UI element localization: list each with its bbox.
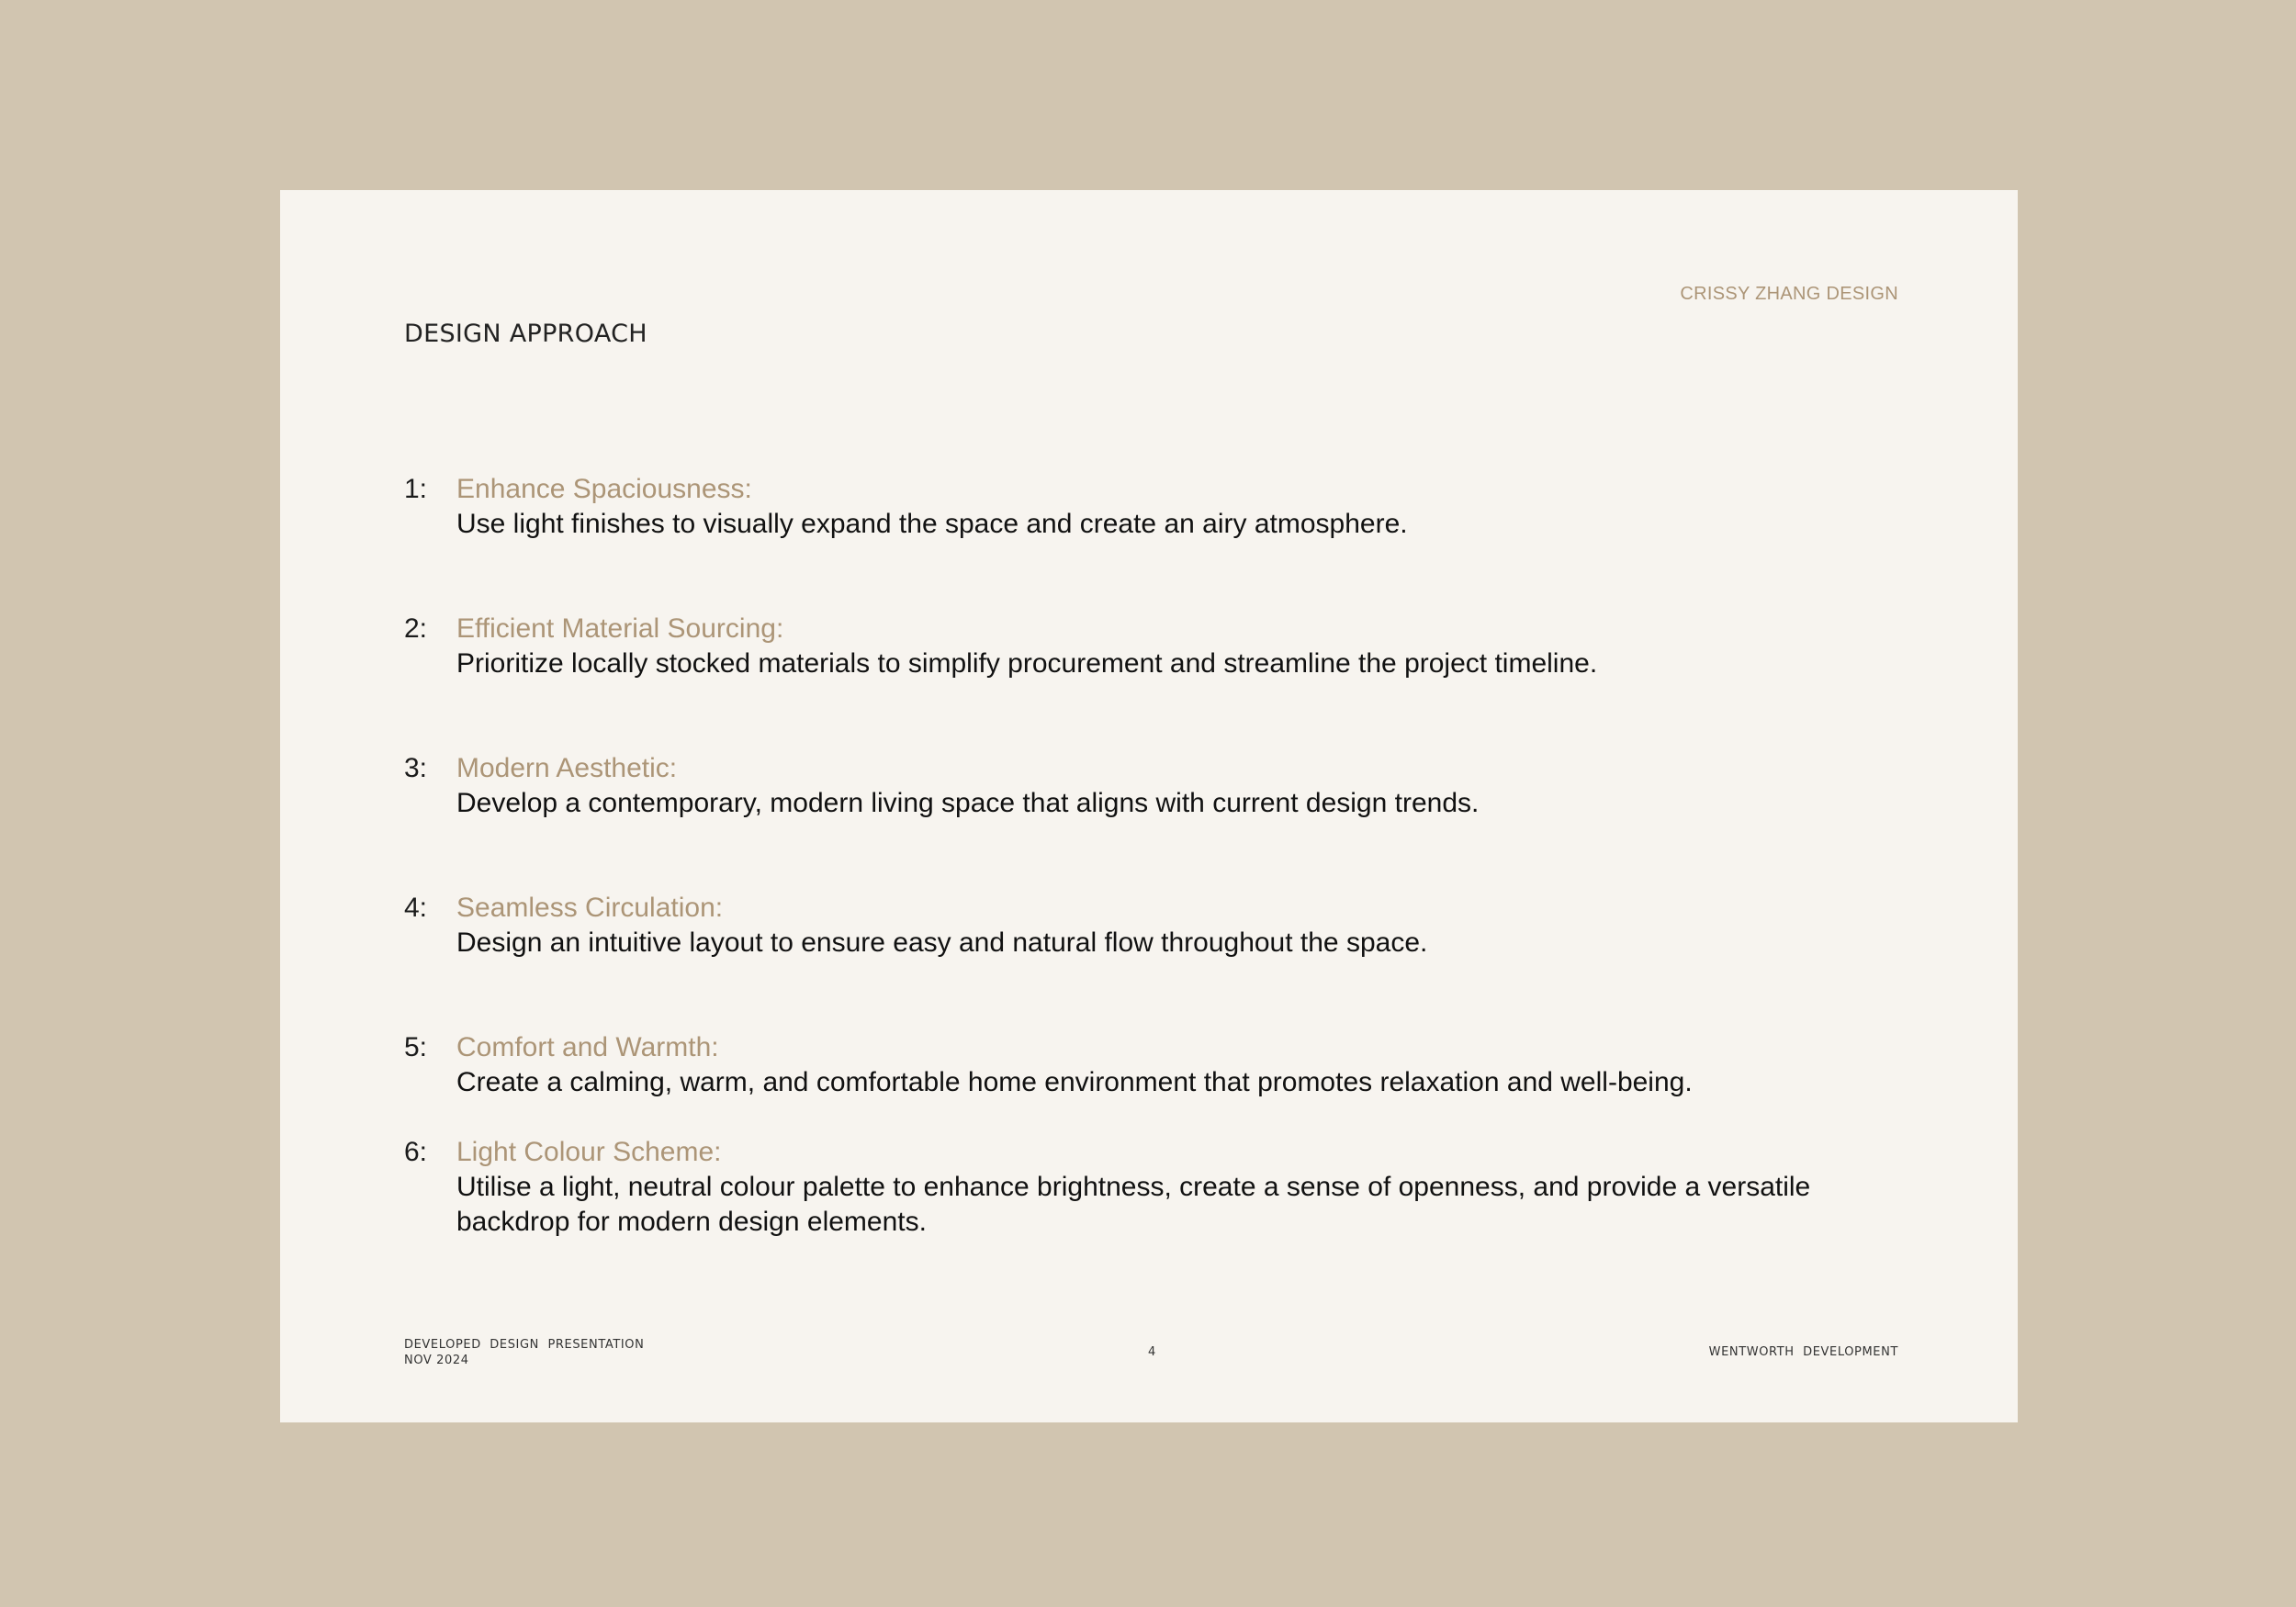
item-number: 5: — [404, 1032, 428, 1062]
item-title: Efficient Material Sourcing: — [456, 613, 784, 644]
design-approach-list — [404, 472, 1892, 1240]
item-title: Seamless Circulation: — [456, 893, 724, 923]
item-title: Light Colour Scheme: — [456, 1137, 722, 1167]
item-number: 4: — [404, 893, 428, 923]
item-description: Develop a contemporary, modern living space that aligns with current design trends. — [456, 788, 1480, 818]
item-description: Use light finishes to visually expand the space and create an airy atmosphere. — [456, 509, 1408, 539]
list-item — [404, 891, 1892, 961]
item-title: Modern Aesthetic: — [456, 753, 678, 783]
list-item — [404, 472, 1892, 542]
item-description: Create a calming, warm, and comfortable home environment that promotes relaxation and well-being. — [456, 1067, 1693, 1097]
item-description: Design an intuitive layout to ensure easy and natural flow throughout the space. — [456, 927, 1428, 958]
brand-name: CRISSY ZHANG DESIGN — [1680, 284, 1898, 304]
list-item — [404, 1030, 1892, 1100]
item-title: Enhance Spaciousness: — [456, 474, 752, 504]
item-number: 1: — [404, 474, 428, 504]
footer-project-name: WENTWORTH DEVELOPMENT — [1708, 1345, 1898, 1359]
item-number: 3: — [404, 753, 428, 783]
footer-presentation-info — [404, 1337, 644, 1368]
list-item — [404, 612, 1892, 681]
list-item — [404, 751, 1892, 821]
footer-date: NOV 2024 — [404, 1354, 469, 1367]
page-number: 4 — [1148, 1345, 1156, 1359]
page-title: DESIGN APPROACH — [404, 320, 647, 348]
item-description: Utilise a light, neutral colour palette to enhance brightness, create a sense of openness, and provide a versatile backdrop for modern design elements. — [456, 1172, 1811, 1237]
item-number: 2: — [404, 613, 428, 644]
footer-presentation-title: DEVELOPED DESIGN PRESENTATION — [404, 1338, 645, 1352]
slide-page — [280, 190, 2018, 1422]
item-number: 6: — [404, 1137, 428, 1167]
item-title: Comfort and Warmth: — [456, 1032, 719, 1062]
item-description: Prioritize locally stocked materials to simplify procurement and streamline the project timeline. — [456, 648, 1598, 679]
list-item — [404, 1135, 1892, 1240]
